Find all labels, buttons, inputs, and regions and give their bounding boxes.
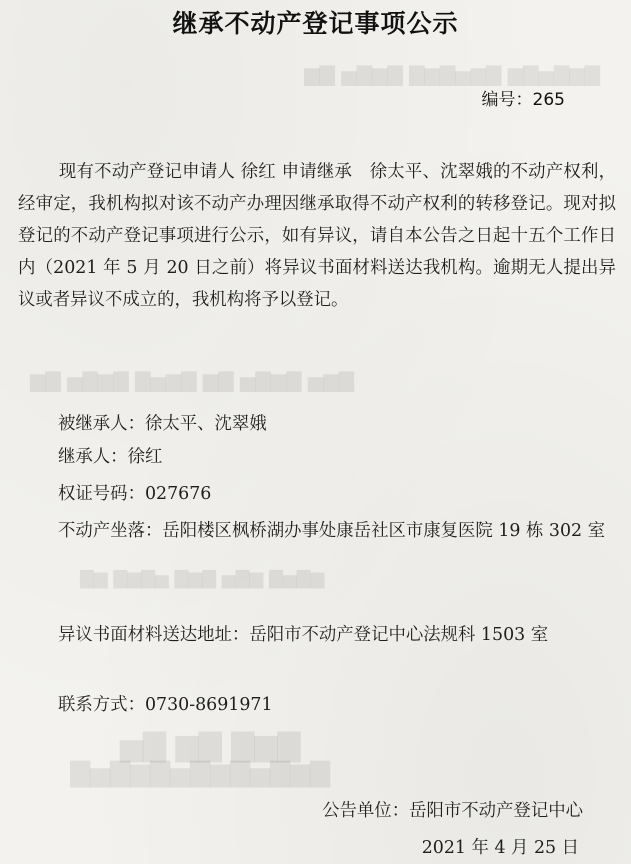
bleed-through-mark: ▇▆▅ ▇▆▇▅ ▇▆ ▇▆▅▇ ▇▆▇▅ ▇▆	[30, 368, 355, 392]
bleed-through-mark: ▇▆▇▅▇▆ ▇▆▅▇▆▇ ▇▆▇▅ ▇▆	[304, 62, 600, 86]
objection-address-label: 异议书面材料送达地址：	[58, 625, 250, 645]
decedent-field	[58, 409, 267, 434]
contact-label: 联系方式：	[58, 695, 145, 715]
objection-address-value: 岳阳市不动产登记中心法规科 1503 室	[249, 625, 549, 645]
notice-date: 2021 年 4 月 25 日	[421, 838, 579, 858]
certificate-field	[58, 479, 211, 504]
objection-address-field	[18, 618, 618, 652]
location-label: 不动产坐落：	[58, 521, 163, 541]
heir-field	[58, 442, 162, 467]
certificate-label: 权证号码：	[58, 484, 145, 504]
document-number: 编号：265	[481, 90, 565, 110]
page-title: 继承不动产登记事项公示	[172, 9, 459, 38]
heir-value: 徐红	[127, 447, 163, 467]
contact-field	[58, 690, 273, 715]
bleed-through-mark: ▆▇▅▇ ▆▇▅ ▇▆▇ ▅▇▆▇ ▆▇	[80, 568, 325, 589]
decedent-label: 被继承人：	[58, 414, 145, 434]
contact-value: 0730-8691971	[144, 695, 273, 715]
certificate-value: 027676	[144, 484, 212, 504]
location-field	[18, 514, 618, 548]
bleed-through-mark: ▇▆▇▅▇▆▇▅▇▆▇▅▇	[70, 758, 330, 788]
bleed-through-mark: ▇▆▇ ▇▆ ▇▅	[120, 728, 301, 763]
issuer: 公告单位：岳阳市不动产登记中心	[322, 801, 583, 821]
heir-label: 继承人：	[58, 447, 128, 467]
decedent-value: 徐太平、沈翠娥	[144, 414, 267, 434]
location-value: 岳阳楼区枫桥湖办事处康岳社区市康复医院 19 栋 302 室	[162, 521, 606, 541]
notice-body: 现有不动产登记申请人 徐红 申请继承 徐太平、沈翠娥的不动产权利，经审定，我机构拟对该不动产办理因继承取得不动产权利的转移登记。现对拟登记的不动产登记事项进行公示，如有异议，请自本公告之日起十五个工作日内（2021 年 5 月 20 日之前）将异议书面材料送达我机构。逾期无人提出异议或者异议不成立的，我机构将予以登记。	[18, 162, 616, 310]
